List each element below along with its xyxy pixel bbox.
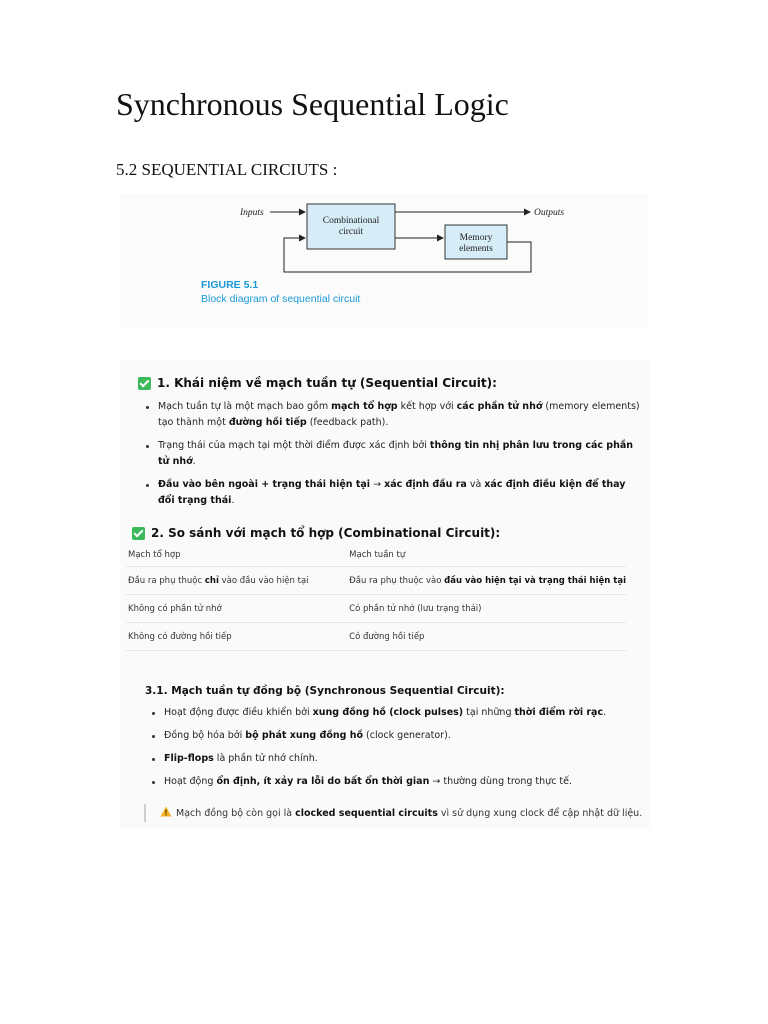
bold-text: xung đồng hồ (clock pulses) [312,707,464,718]
table-header-sequential: Mạch tuần tự [347,544,626,567]
table-row [126,595,626,623]
table-cell [347,595,626,623]
table-cell [347,567,626,595]
text-run: Đầu ra phụ thuộc vào [349,575,445,586]
text-run: tại những [463,707,515,718]
bold-text: chỉ [204,575,219,586]
text-run: Trạng thái của mạch tại một thời điểm được xác định bởi [158,440,430,451]
text-run: Mạch đồng bộ còn gọi là [176,807,296,819]
text-run: → [370,479,385,490]
note-callout [144,804,642,822]
sync-list [150,705,640,797]
compare-heading [132,526,500,540]
bold-text: bộ phát xung đồng hồ [245,730,364,741]
table-row [126,623,626,651]
sync-heading: 3.1. Mạch tuần tự đồng bộ (Synchronous Sequential Circuit): [145,685,505,697]
text-run: (memory elements) tạo thành một [158,401,640,428]
table-cell [126,567,347,595]
text-run: Đầu ra phụ thuộc [128,575,205,586]
inputs-label: Inputs [240,208,264,218]
text-run: vào đầu vào hiện tại [218,575,309,586]
text-run: . [231,495,235,506]
bold-text: Đầu vào bên ngoài + trạng thái hiện tại [158,479,371,490]
text-run: . [192,456,196,467]
text-run: Không có phần tử nhớ [128,603,222,614]
outputs-label: Outputs [534,208,565,218]
table-cell [347,623,626,651]
concept-list [144,399,640,516]
text-run: Mạch tuần tự là một mạch bao gồm [158,401,332,412]
text-run: Có đường hồi tiếp [349,631,425,642]
mem-label-2: elements [459,244,493,254]
bold-text: đầu vào hiện tại và trạng thái hiện tại [444,575,626,586]
table-cell [126,595,347,623]
text-run: . [603,707,607,718]
notes-panel [120,360,650,828]
figure-block-diagram [120,194,648,328]
bold-text: clocked sequential circuits [295,807,438,819]
bold-text: đường hồi tiếp [228,417,307,428]
bold-text: mạch tổ hợp [331,401,398,412]
bold-text: Flip-flops [164,753,214,764]
text-run: Có phần tử nhớ (lưu trạng thái) [349,603,482,614]
bold-text: thông tin nhị phân lưu trong các phần tử nhớ [158,440,634,467]
text-run: Đồng bộ hóa bởi [164,730,246,741]
section-heading: 5.2 SEQUENTIAL CIRCIUTS : [116,160,338,179]
text-run: (clock generator). [363,730,451,741]
text-run: là phần tử nhớ chính. [213,753,318,764]
check-icon [138,377,151,390]
concept-heading [138,376,497,390]
bold-text: thời điểm rời rạc [514,707,604,718]
bold-text: ổn định, ít xảy ra lỗi do bất ổn thời gian [216,776,430,787]
list-item [144,438,640,470]
text-run: → thường dùng trong thực tế. [429,776,573,787]
comb-label-2: circuit [338,227,364,237]
check-icon [132,527,145,540]
compare-heading-text: 2. So sánh với mạch tổ hợp (Combinational Circuit): [151,526,501,540]
text-run: và [466,479,485,490]
bold-text: xác định điều kiện để thay đổi trạng thái [158,479,626,506]
list-item [150,774,640,790]
bold-text: các phần tử nhớ [456,401,543,412]
mem-label-1: Memory [459,233,493,243]
table-header-combinational: Mạch tổ hợp [126,544,347,567]
figure-caption: Block diagram of sequential circuit [201,293,361,305]
text-run: Không có đường hồi tiếp [128,631,232,642]
text-run: Hoạt động được điều khiển bởi [164,707,313,718]
concept-heading-text: 1. Khái niệm về mạch tuần tự (Sequential Circuit): [157,376,497,390]
list-item [150,705,640,721]
text-run: vì sử dụng xung clock để cập nhật dữ liệu. [437,807,643,819]
block-diagram-svg [120,194,648,328]
list-item [150,728,640,744]
warning-icon [160,806,172,820]
text-run: kết hợp với [397,401,457,412]
figure-label: FIGURE 5.1 [201,279,259,291]
bold-text: xác định đầu ra [384,479,467,490]
comb-label-1: Combinational [322,216,380,226]
list-item [150,751,640,767]
table-cell [126,623,347,651]
list-item [144,399,640,431]
text-run: (feedback path). [306,417,389,428]
page-title: Synchronous Sequential Logic [116,86,509,122]
table-row [126,567,626,595]
comparison-table [126,544,626,651]
note-text [176,808,642,819]
list-item [144,477,640,509]
table-header-row [126,544,626,567]
text-run: Hoạt động [164,776,217,787]
